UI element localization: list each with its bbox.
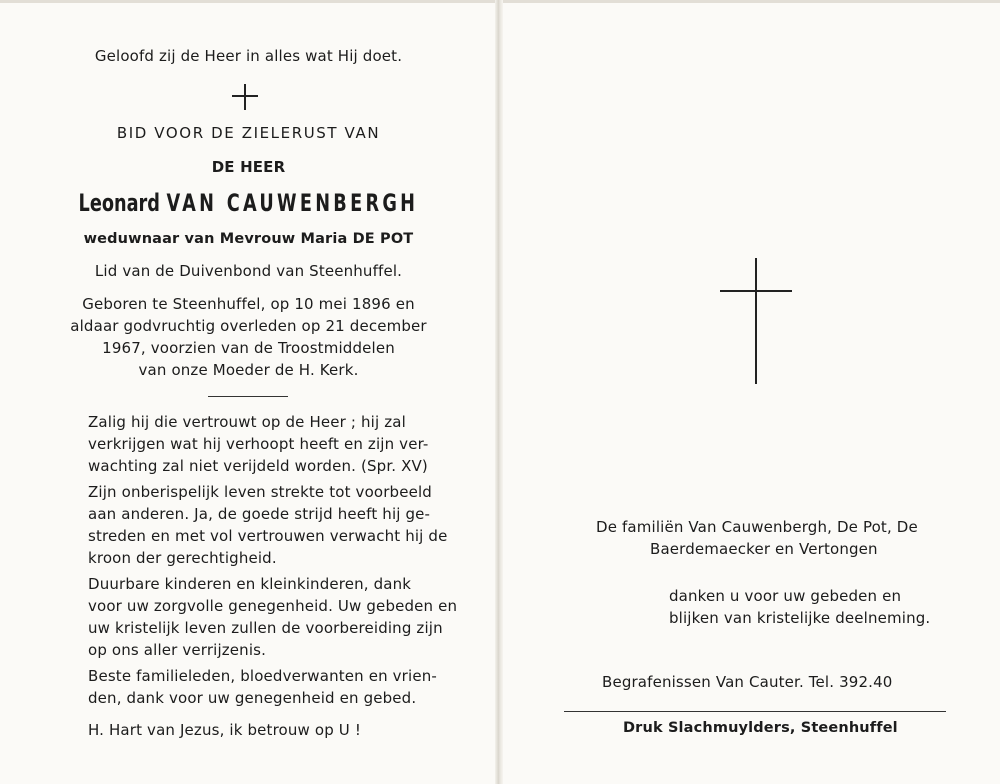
funeral-home-line: Begrafenissen Van Cauter. Tel. 392.40: [602, 673, 893, 691]
latin-cross-icon: [720, 258, 792, 384]
bio-line: 1967, voorzien van de Troostmiddelen: [102, 339, 395, 357]
verse-line: op ons aller verrijzenis.: [88, 641, 267, 659]
right-panel: [500, 0, 1000, 784]
bio-line: aldaar godvruchtig overleden op 21 december: [70, 317, 427, 335]
verse-line: H. Hart van Jezus, ik betrouw op U !: [88, 721, 362, 739]
families-line: Baerdemaecker en Vertongen: [650, 540, 878, 558]
verse-line: voor uw zorgvolle genegenheid. Uw gebeden en: [88, 597, 458, 615]
verse-line: Zalig hij die vertrouwt op de Heer ; hij zal: [88, 413, 406, 431]
verse-line: Zijn onberispelijk leven strekte tot voorbeeld: [88, 483, 432, 501]
title-line: DE HEER: [211, 158, 286, 176]
latin-cross-icon: [232, 84, 258, 110]
verse-line: streden en met vol vertrouwen verwacht hij de: [88, 527, 448, 545]
verse-line: aan anderen. Ja, de goede strijd heeft hij ge-: [88, 505, 431, 523]
footer-divider: [564, 711, 946, 712]
verse-line: uw kristelijk leven zullen de voorbereiding zijn: [88, 619, 443, 637]
last-name: VAN CAUWENBERGH: [166, 189, 419, 217]
motto-text: Geloofd zij de Heer in alles wat Hij doet.: [94, 47, 403, 65]
verse-line: Beste familieleden, bloedverwanten en vrien-: [88, 667, 437, 685]
verse-line: wachting zal niet verijdeld worden. (Spr. XV): [88, 457, 428, 475]
membership-line: Lid van de Duivenbond van Steenhuffel.: [94, 262, 403, 280]
prayer-line: BID VOOR DE ZIELERUST VAN: [116, 124, 381, 142]
left-panel: [0, 0, 497, 784]
bio-line: Geboren te Steenhuffel, op 10 mei 1896 en: [82, 295, 415, 313]
verse-line: verkrijgen wat hij verhoopt heeft en zijn ver-: [88, 435, 429, 453]
verse-line: kroon der gerechtigheid.: [88, 549, 277, 567]
families-line: De familiën Van Cauwenbergh, De Pot, De: [596, 518, 918, 536]
first-name: Leonard: [78, 189, 160, 217]
verse-line: den, dank voor uw genegenheid en gebed.: [88, 689, 417, 707]
thanks-line: danken u voor uw gebeden en: [669, 587, 902, 605]
section-divider: [208, 396, 288, 397]
verse-line: Duurbare kinderen en kleinkinderen, dank: [88, 575, 412, 593]
thanks-line: blijken van kristelijke deelneming.: [669, 609, 931, 627]
widower-line: weduwnaar van Mevrouw Maria DE POT: [83, 231, 414, 247]
printer-line: Druk Slachmuylders, Steenhuffel: [623, 720, 898, 736]
bio-line: van onze Moeder de H. Kerk.: [138, 361, 359, 379]
deceased-name: [45, 188, 453, 218]
